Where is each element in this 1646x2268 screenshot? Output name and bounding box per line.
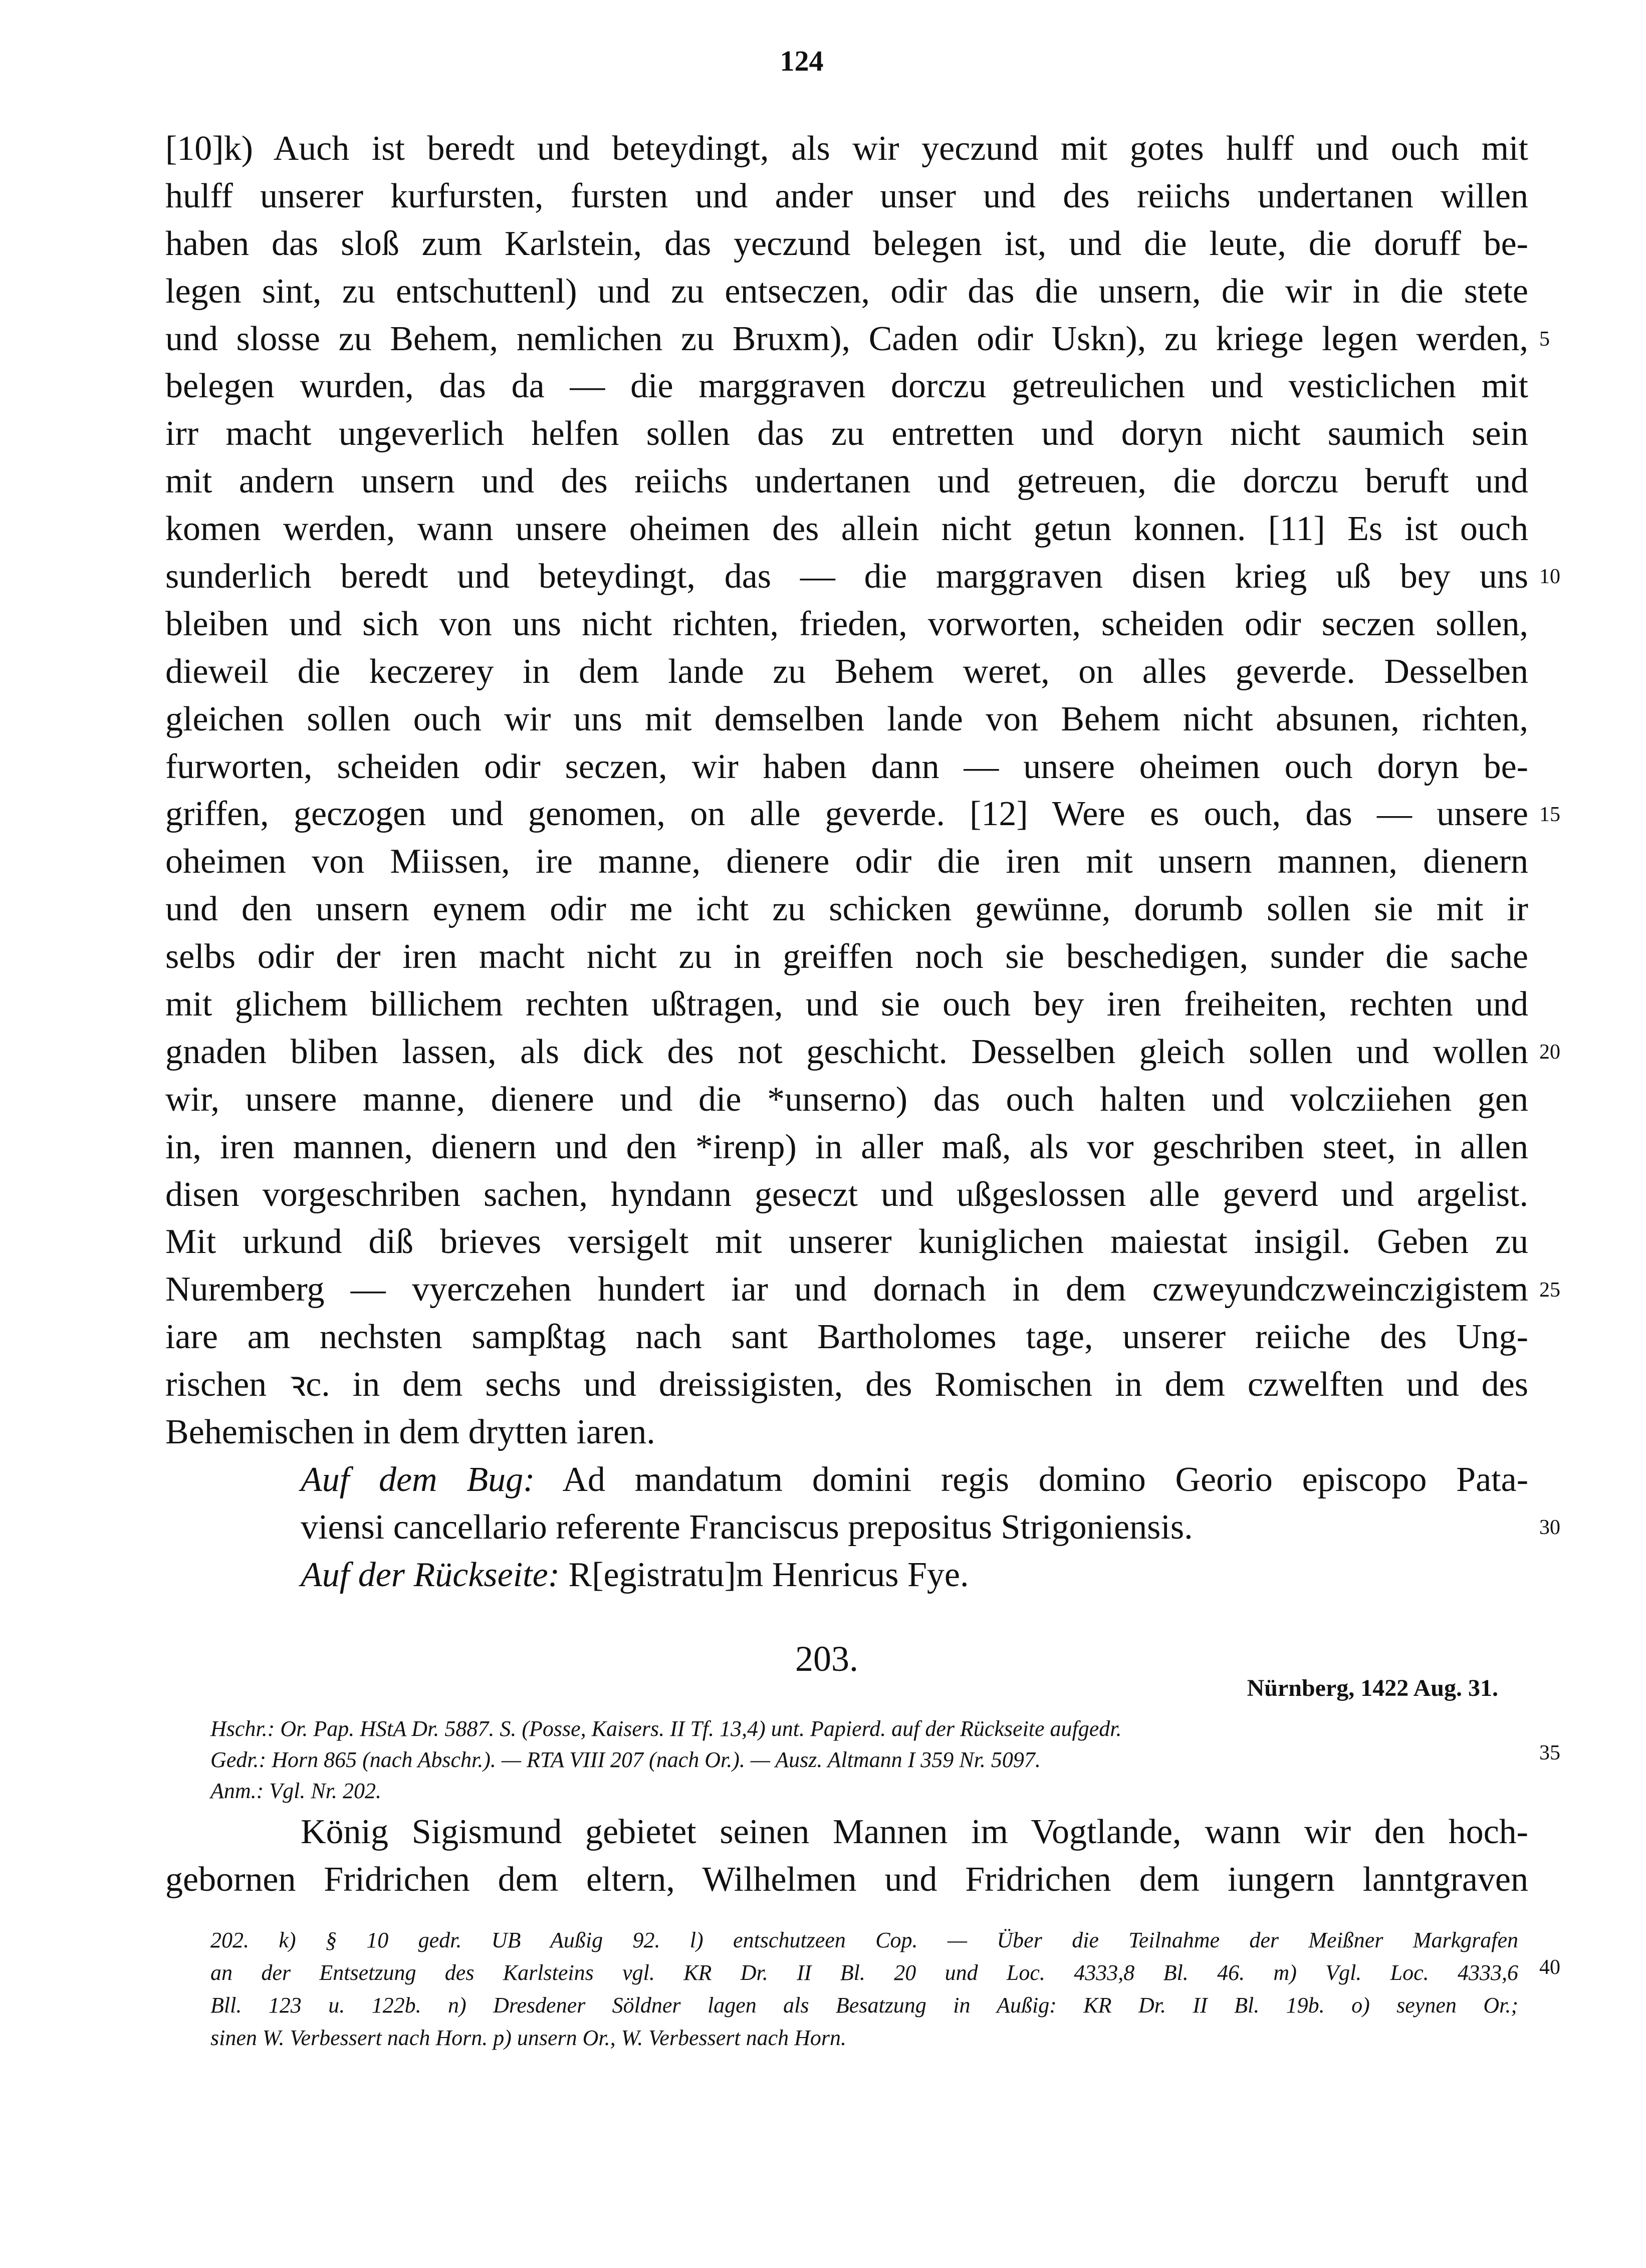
endorsement-bug-cont	[165, 1504, 1528, 1552]
line-number: 15	[1539, 803, 1560, 826]
line-number: 5	[1539, 327, 1550, 351]
line-number: 20	[1539, 1041, 1560, 1064]
text-line: bleiben und sich von uns nicht richten, frieden, vorworten, scheiden odir seczen sollen,	[165, 604, 1528, 643]
footnotes	[210, 1924, 1518, 2054]
text-line: [10]k) Auch ist beredt und beteydingt, als wir yeczund mit gotes hulff und ouch mit	[165, 129, 1528, 168]
regest-line: gebornen Fridrichen dem eltern, Wilhelmen und Fridrichen dem iungern lanntgraven	[165, 1860, 1528, 1899]
text-line: Behemischen in dem drytten iaren.	[165, 1413, 655, 1452]
text-line: und den unsern eynem odir me icht zu schicken gewünne, dorumb sollen sie mit ir	[165, 890, 1528, 929]
charter-text	[165, 125, 1528, 1599]
apparatus-line: Anm.: Vgl. Nr. 202.	[210, 1779, 381, 1803]
line-number: 40	[1539, 1956, 1560, 1979]
endorsement-text: R[egistratu]m Henricus Fye.	[568, 1555, 969, 1594]
apparatus-line: Gedr.: Horn 865 (nach Abschr.). — RTA VIII 207 (nach Or.). — Ausz. Altmann I 359 Nr. 5097.	[210, 1747, 1041, 1772]
text-line: mit glichem billichem rechten ußtragen, und sie ouch bey iren freiheiten, rechten und	[165, 985, 1528, 1024]
endorsement-label: Auf dem Bug:	[301, 1460, 535, 1499]
text-line: mit andern unsern und des reiichs undertanen und getreuen, die dorczu beruft und	[165, 462, 1528, 501]
endorsement-text: Ad mandatum domini regis domino Georio episcopo Pata-	[562, 1460, 1529, 1499]
text-line: Nuremberg — vyerczehen hundert iar und dornach in dem czweyundczweinczigistem	[165, 1270, 1528, 1309]
line-number: 35	[1539, 1741, 1560, 1765]
source-apparatus	[210, 1713, 1518, 1807]
text-line: griffen, geczogen und genomen, on alle geverde. [12] Were es ouch, das — unsere	[165, 795, 1528, 834]
text-line: wir, unsere manne, dienere und die *unserno) das ouch halten und volcziiehen gen	[165, 1080, 1528, 1119]
page-number: 124	[780, 45, 824, 77]
text-line: und slosse zu Behem, nemlichen zu Bruxm), Caden odir Uskn), zu kriege legen werden,	[165, 319, 1528, 358]
text-line: selbs odir der iren macht nicht zu in greiffen noch sie beschedigen, sunder die sache	[165, 937, 1528, 976]
line-number: 10	[1539, 565, 1560, 589]
text-line: Mit urkund diß brieves versigelt mit unserer kuniglichen maiestat insigil. Geben zu	[165, 1222, 1528, 1262]
text-line: irr macht ungeverlich helfen sollen das zu entretten und doryn nicht saumich sein	[165, 414, 1528, 453]
footnote-line: 202. k) § 10 gedr. UB Außig 92. l) entschutzeen Cop. — Über die Teilnahme der Meißner Markgrafen	[210, 1928, 1518, 1952]
text-line: oheimen von Miissen, ire manne, dienere odir die iren mit unsern mannen, dienern	[165, 842, 1528, 881]
endorsement-bug	[165, 1456, 1528, 1504]
footnote-line: an der Entsetzung des Karlsteins vgl. KR Dr. II Bl. 20 und Loc. 4333,8 Bl. 46. m) Vgl. Loc. 4333,6	[210, 1960, 1518, 1985]
text-line: gnaden bliben lassen, als dick des not geschicht. Desselben gleich sollen und wollen	[165, 1032, 1528, 1071]
text-line: iare am nechsten sampßtag nach sant Bartholomes tage, unserer reiiche des Ung-	[165, 1318, 1528, 1357]
text-line: dieweil die keczerey in dem lande zu Behem weret, on alles geverde. Desselben	[165, 652, 1528, 691]
text-line: legen sint, zu entschuttenl) und zu entseczen, odir das die unsern, die wir in die stete	[165, 272, 1528, 311]
place-date: Nürnberg, 1422 Aug. 31.	[1247, 1675, 1498, 1701]
line-number: 30	[1539, 1516, 1560, 1540]
text-line: sunderlich beredt und beteydingt, das — die marggraven disen krieg uß bey uns	[165, 557, 1528, 596]
text-line: disen vorgeschriben sachen, hyndann geseczt und ußgeslossen alle geverd und argelist.	[165, 1175, 1528, 1214]
apparatus-line: Hschr.: Or. Pap. HStA Dr. 5887. S. (Posse, Kaisers. II Tf. 13,4) unt. Papierd. auf der Rückseite aufgedr.	[210, 1716, 1122, 1741]
text-line: in, iren mannen, dienern und den *irenp) in aller maß, als vor geschriben steet, in allen	[165, 1127, 1528, 1166]
regest	[165, 1809, 1528, 1904]
document-number: 203.	[795, 1639, 858, 1679]
endorsement-label: Auf der Rückseite:	[301, 1555, 560, 1594]
text-line: gleichen sollen ouch wir uns mit demselben lande von Behem nicht absunen, richten,	[165, 699, 1528, 738]
endorsement-text: viensi cancellario referente Franciscus prepositus Strigoniensis.	[301, 1507, 1193, 1547]
line-number: 25	[1539, 1278, 1560, 1302]
text-line: rischen ꝛc. in dem sechs und dreissigisten, des Romischen in dem czwelften und des	[165, 1365, 1528, 1404]
text-line: hulff unserer kurfursten, fursten und ander unser und des reiichs undertanen willen	[165, 176, 1528, 215]
text-line: haben das sloß zum Karlstein, das yeczund belegen ist, und die leute, die doruff be-	[165, 224, 1528, 263]
text-line: belegen wurden, das da — die marggraven dorczu getreulichen und vesticlichen mit	[165, 367, 1528, 406]
footnote-line: sinen W. Verbessert nach Horn. p) unsern Or., W. Verbessert nach Horn.	[210, 2026, 847, 2050]
endorsement-reverse	[165, 1552, 1528, 1599]
footnote-line: Bll. 123 u. 122b. n) Dresdener Söldner lagen als Besatzung in Außig: KR Dr. II Bl. 19b. o) seynen Or.;	[210, 1993, 1518, 2018]
regest-line: König Sigismund gebietet seinen Mannen im Vogtlande, wann wir den hoch-	[301, 1813, 1528, 1851]
text-line: komen werden, wann unsere oheimen des allein nicht getun konnen. [11] Es ist ouch	[165, 510, 1528, 549]
text-line: furworten, scheiden odir seczen, wir haben dann — unsere oheimen ouch doryn be-	[165, 747, 1528, 786]
